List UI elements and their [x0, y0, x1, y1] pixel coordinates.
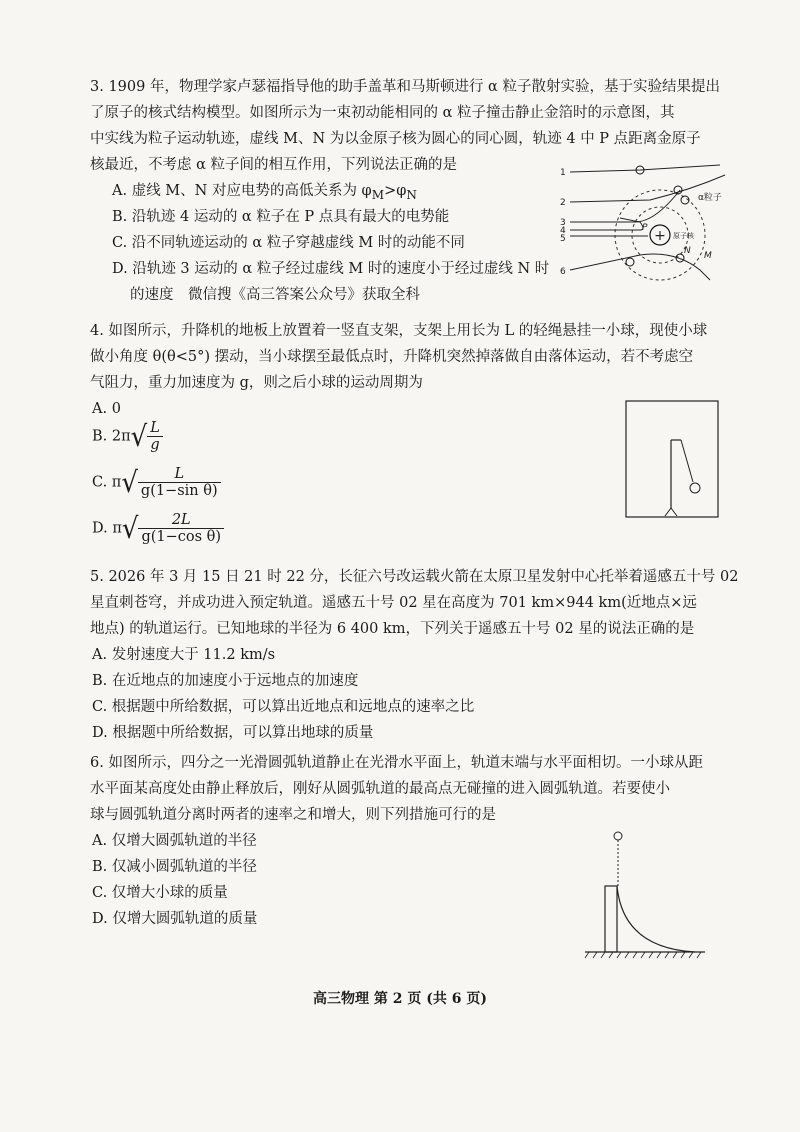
nucleus-label: 原子核	[673, 232, 694, 240]
q5-option-d: D. 根据题中所给数据，可以算出地球的质量	[92, 725, 374, 741]
q4-stem-line3: 气阻力，重力加速度为 g，则之后小球的运动周期为	[90, 375, 423, 391]
q3-stem-line1: 3. 1909 年，物理学家卢瑟福指导他的助手盖革和马斯顿进行 α 粒子散射实验，基于实验结果提出	[90, 79, 720, 95]
trajectory-label-5: 5	[560, 234, 566, 244]
q6-arc-track-figure	[585, 828, 710, 963]
circle-m-label: M	[704, 251, 712, 261]
q4-option-a: A. 0	[92, 401, 121, 417]
q5-stem-line2: 星直刺苍穹，并成功进入预定轨道。遥感五十号 02 星在高度为 701 km×944 km(近地点×远	[90, 595, 697, 611]
q4-option-b: B. 2π√ $\frac{L}{g}$	[92, 420, 163, 460]
page-footer: 高三物理 第 2 页 (共 6 页)	[313, 991, 487, 1007]
trajectory-label-3: 3	[560, 218, 566, 228]
q3-option-d-line1: D. 沿轨迹 3 运动的 α 粒子经过虚线 M 时的速度小于经过虚线 N 时	[112, 261, 550, 277]
point-p-label: P	[642, 223, 648, 233]
trajectory-label-1: 1	[560, 168, 566, 178]
q4-stem-line1: 4. 如图所示，升降机的地板上放置着一竖直支架，支架上用长为 L 的轻绳悬挂一小球，现使小球	[90, 323, 708, 339]
q4-elevator-pendulum-figure	[625, 400, 720, 520]
nucleus-plus-sign: +	[654, 228, 666, 244]
q3-option-d-line2: 的速度 微信搜《高三答案公众号》获取全科	[130, 287, 420, 303]
q4-option-c: C. π√ $\frac{L}{\text{g(1−sin θ)}}$	[92, 466, 221, 506]
q6-option-d: D. 仅增大圆弧轨道的质量	[92, 911, 258, 927]
circle-n-label: N	[684, 246, 691, 256]
q6-stem-line1: 6. 如图所示，四分之一光滑圆弧轨道静止在光滑水平面上，轨道末端与水平面相切。一小球从距	[90, 755, 703, 771]
q3-option-b: B. 沿轨迹 4 运动的 α 粒子在 P 点具有最大的电势能	[112, 209, 450, 225]
q3-stem-line3: 中实线为粒子运动轨迹，虚线 M、N 为以金原子核为圆心的同心圆，轨迹 4 中 P 点距离金原子	[90, 131, 701, 147]
q4-option-d: D. π√ $\frac{2L}{\text{g(1−cos θ)}}$	[92, 512, 224, 552]
trajectory-label-6: 6	[560, 267, 566, 277]
alpha-particle-label: α粒子	[698, 193, 722, 203]
q6-stem-line3: 球与圆弧轨道分离时两者的速率之和增大，则下列措施可行的是	[90, 807, 496, 823]
q5-stem-line3: 地点) 的轨道运行。已知地球的半径为 6 400 km，下列关于遥感五十号 02 星的说法正确的是	[90, 621, 695, 637]
q3-option-c: C. 沿不同轨迹运动的 α 粒子穿越虚线 M 时的动能不同	[112, 235, 465, 251]
q5-option-b: B. 在近地点的加速度小于远地点的加速度	[92, 673, 359, 689]
trajectory-label-4: 4	[560, 226, 566, 236]
q5-option-a: A. 发射速度大于 11.2 km/s	[92, 647, 276, 663]
q5-option-c: C. 根据题中所给数据，可以算出近地点和远地点的速率之比	[92, 699, 475, 715]
trajectory-label-2: 2	[560, 198, 566, 208]
q5-stem-line1: 5. 2026 年 3 月 15 日 21 时 22 分，长征六号改运载火箭在太原卫星发射中心托举着遥感五十号 02	[90, 569, 739, 585]
q3-stem-line4: 核最近，不考虑 α 粒子间的相互作用，下列说法正确的是	[90, 157, 458, 173]
q6-option-a: A. 仅增大圆弧轨道的半径	[92, 833, 257, 849]
q3-option-a: A. 虚线 M、N 对应电势的高低关系为 $\varphi_M>\varphi_N$	[112, 183, 417, 202]
q6-option-c: C. 仅增大小球的质量	[92, 885, 228, 901]
q4-stem-line2: 做小角度 θ(θ<5°) 摆动，当小球摆至最低点时，升降机突然掉落做自由落体运动，若不考虑空	[90, 349, 694, 365]
q3-stem-line2: 了原子的核式结构模型。如图所示为一束初动能相同的 α 粒子撞击静止金箔时的示意图，其	[90, 105, 675, 121]
q6-stem-line2: 水平面某高度处由静止释放后，刚好从圆弧轨道的最高点无碰撞的进入圆弧轨道。若要使小	[90, 781, 670, 797]
q3-scattering-figure	[560, 160, 730, 290]
q6-option-b: B. 仅减小圆弧轨道的半径	[92, 859, 257, 875]
